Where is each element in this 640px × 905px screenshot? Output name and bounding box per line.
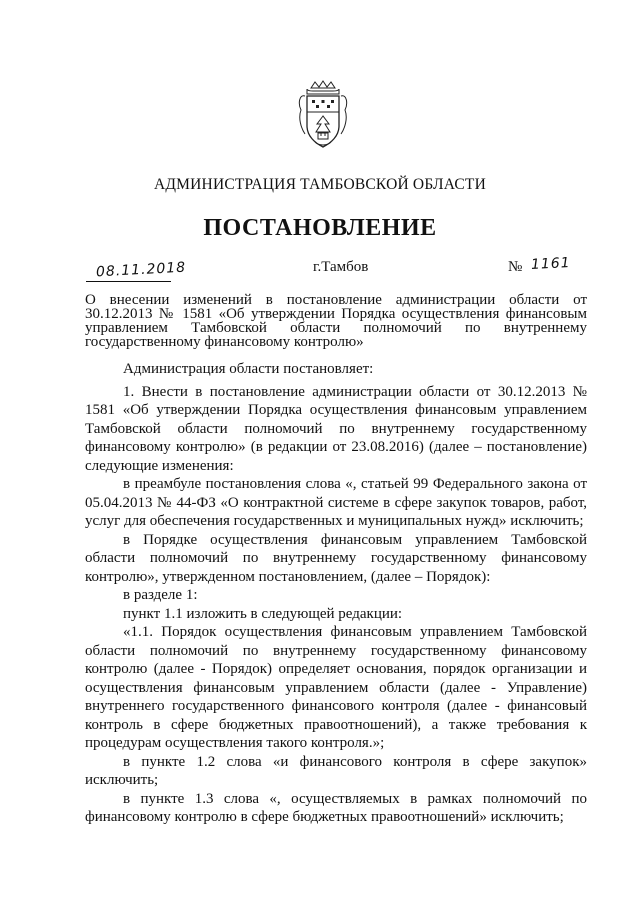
handwritten-date: 08.11.2018	[95, 259, 187, 281]
document-body	[85, 360, 587, 827]
city-name: г.Тамбов	[313, 259, 369, 275]
number-sign: №	[508, 259, 523, 275]
document-subject: О внесении изменений в постановление администрации области от 30.12.2013 № 1581 «Об утверждении Порядка осуществления финансовым управлением Тамбовской области полномочий по внутреннему государственному финансовому контролю»	[85, 292, 587, 350]
body-paragraph: «1.1. Порядок осуществления финансовым управлением Тамбовской области полномочий по внутреннему государственному финансовому контролю (далее - Порядок) определяет основания, порядок организации и осуществления финансовым управлением области (далее - Управление) внутреннего государственного финансового контроля (далее - финансовый контроль в сфере бюджетных правоотношений), а также требования к процедурам осуществления такого контроля.»;	[85, 624, 587, 751]
coat-of-arms-emblem	[297, 80, 349, 150]
body-paragraph: в пункте 1.2 слова «и финансового контроля в сфере закупок» исключить;	[85, 753, 587, 788]
handwritten-document-number: 1161	[530, 254, 572, 274]
date-underline	[86, 281, 171, 282]
document-type-title: ПОСТАНОВЛЕНИЕ	[203, 215, 437, 241]
body-paragraph: в Порядке осуществления финансовым управлением Тамбовской области полномочий по внутреннему государственному финансовому контролю», утвержденном постановлением, (далее – Порядок):	[85, 531, 587, 585]
body-paragraph: 1. Внести в постановление администрации области от 30.12.2013 № 1581 «Об утверждении Порядка осуществления финансовым управлением Тамбовской области полномочий по внутреннему государственному финансовому контролю» (в редакции от 23.08.2016) (далее – постановление) следующие изменения:	[85, 383, 587, 474]
lead-sentence: Администрация области постановляет:	[123, 361, 374, 377]
body-paragraph: в пункте 1.3 слова «, осуществляемых в рамках полномочий по финансовому контролю в сфере бюджетных правоотношений» исключить;	[85, 790, 587, 825]
agency-name: АДМИНИСТРАЦИЯ ТАМБОВСКОЙ ОБЛАСТИ	[154, 176, 486, 193]
body-paragraph: в разделе 1:	[123, 587, 198, 603]
body-paragraph: пункт 1.1 изложить в следующей редакции:	[123, 605, 403, 622]
body-paragraph: в преамбуле постановления слова «, статьей 99 Федерального закона от 05.04.2013 № 44-ФЗ «О контрактной системе в сфере закупок товаров, работ, услуг для обеспечения государственных и муниципальных нужд» исключить;	[85, 476, 587, 529]
